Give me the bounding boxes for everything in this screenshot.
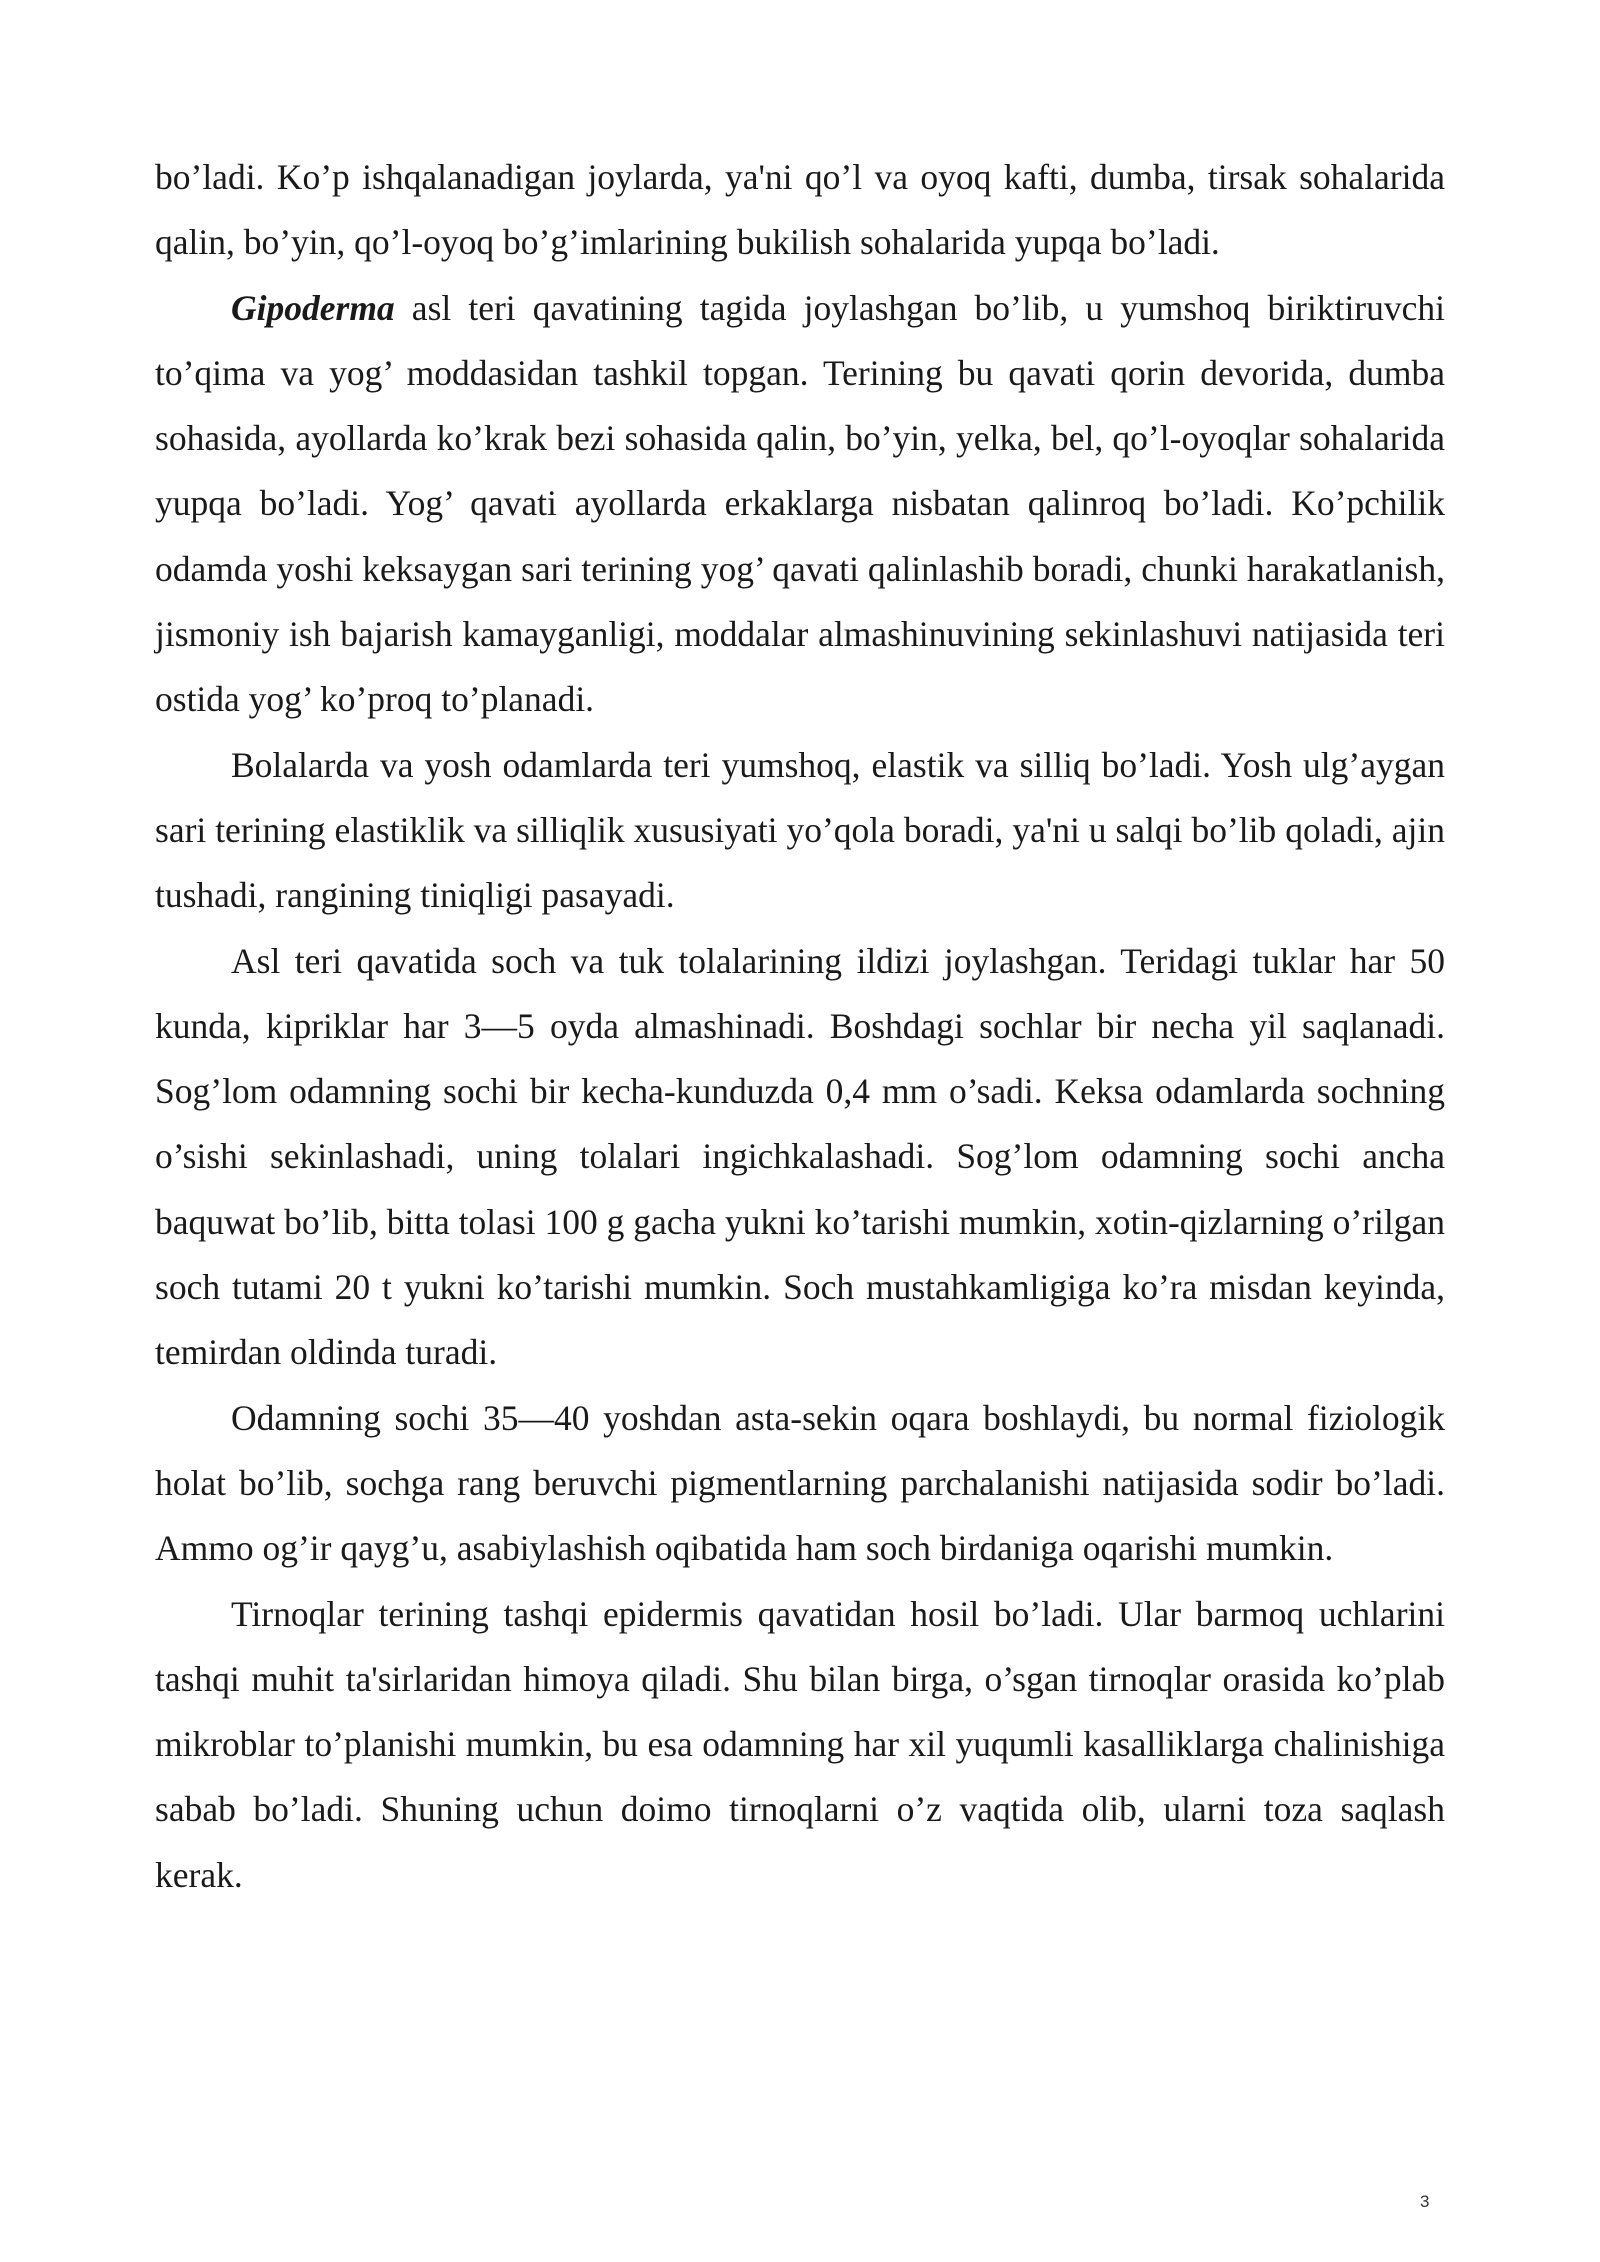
paragraph-gipoderma-text: asl teri qavatining tagida joylashgan bo’lib, u yumshoq biriktiruvchi to’qima va yog’ moddasidan tashkil topgan. Terining bu qavati qorin devorida, dumba sohasida, ayollarda ko’krak bezi sohasida qalin, bo’yin, yelka, bel, qo’l-oyoqlar sohalarida yupqa bo’ladi. Yog’ qavati ayollarda erkaklarga nisbatan qalinroq bo’ladi. Ko’pchilik odamda yoshi keksaygan sari terining yog’ qavati qalinlashib boradi, chunki harakatlanish, jismoniy ish bajarish kamayganligi, moddalar almashinuvining sekinlashuvi natijasida teri ostida yog’ ko’proq to’planadi.	[155, 287, 1445, 720]
paragraph-hair-roots: Asl teri qavatida soch va tuk tolalarining ildizi joylashgan. Teridagi tuklar har 50 kunda, kipriklar har 3—5 oyda almashinadi. Boshdagi sochlar bir necha yil saqlanadi. Sog’lom odamning sochi bir kecha-kunduzda 0,4 mm o’sadi. Keksa odamlarda sochning o’sishi sekinlashadi, uning tolalari ingichkalashadi. Sog’lom odamning sochi ancha baquwat bo’lib, bitta tolasi 100 g gacha yukni ko’tarishi mumkin, xotin-qizlarning o’rilgan soch tutami 20 t yukni ko’tarishi mumkin. Soch mustahkamligiga ko’ra misdan keyinda, temirdan oldinda turadi.	[155, 940, 1445, 1373]
term-gipoderma: Gipoderma	[231, 287, 395, 328]
paragraph-hair-graying: Odamning sochi 35—40 yoshdan asta-sekin oqara boshlaydi, bu normal fiziologik holat bo’lib, sochga rang beruvchi pigmentlarning parchalanishi natijasida sodir bo’ladi. Ammo og’ir qayg’u, asabiylashish oqibatida ham soch birdaniga oqarishi mumkin.	[155, 1397, 1445, 1569]
paragraph-continuation: bo’ladi. Ko’p ishqalanadigan joylarda, ya'ni qo’l va oyoq kafti, dumba, tirsak sohalarida qalin, bo’yin, qo’l-oyoq bo’g’imlarining bukilish sohalarida yupqa bo’ladi.	[155, 157, 1445, 263]
page-number: 3	[1420, 2192, 1430, 2211]
paragraph-skin-elasticity: Bolalarda va yosh odamlarda teri yumshoq, elastik va silliq bo’ladi. Yosh ulg’aygan sari terining elastiklik va silliqlik xususiyati yo’qola boradi, ya'ni u salqi bo’lib qoladi, ajin tushadi, rangining tiniqligi pasayadi.	[155, 744, 1445, 916]
paragraph-gipoderma	[155, 276, 1445, 733]
paragraph-nails: Tirnoqlar terining tashqi epidermis qavatidan hosil bo’ladi. Ular barmoq uchlarini tashqi muhit ta'sirlaridan himoya qiladi. Shu bilan birga, o’sgan tirnoqlar orasida ko’plab mikroblar to’planishi mumkin, bu esa odamning har xil yuqumli kasalliklarga chalinishiga sabab bo’ladi. Shuning uchun doimo tirnoqlarni o’z vaqtida olib, ularni toza saqlash kerak.	[155, 1593, 1445, 1895]
document-body	[155, 145, 1445, 1908]
